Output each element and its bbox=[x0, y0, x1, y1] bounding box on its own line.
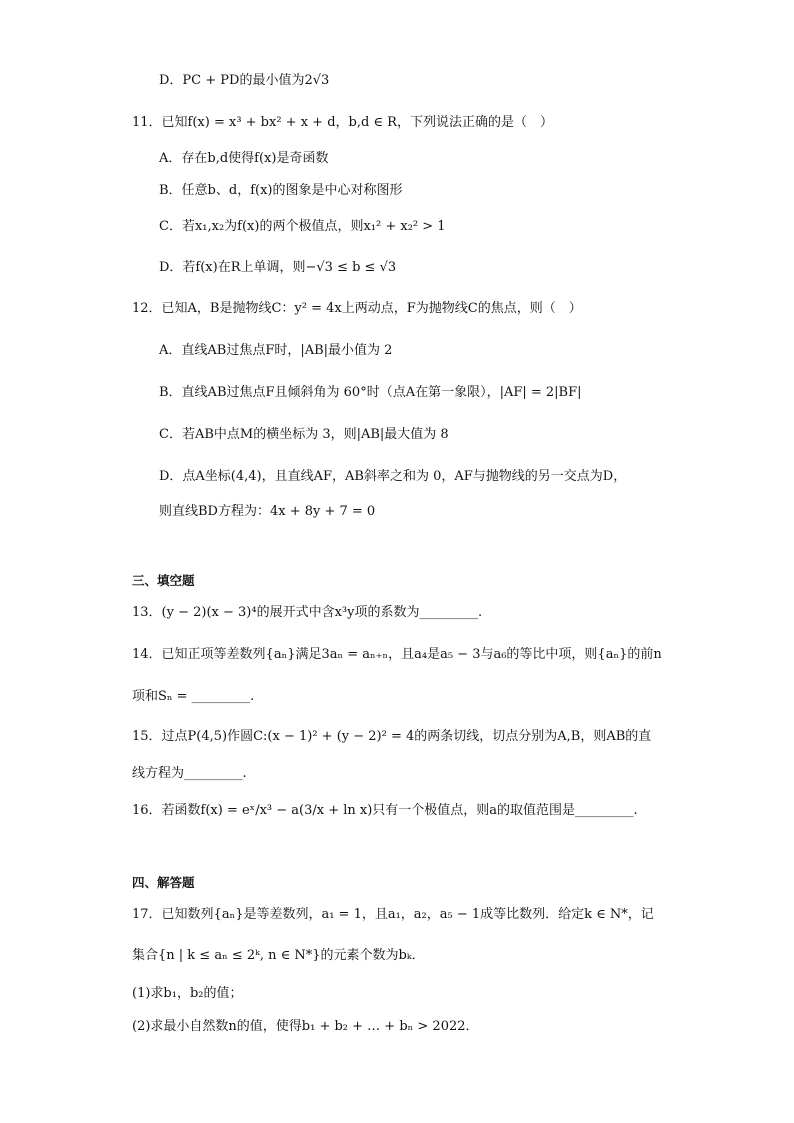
section-heading-fill-in: 三、填空题 bbox=[132, 573, 195, 588]
question-12-stem: 12．已知A，B是抛物线C：y² = 4x上两动点，F为抛物线C的焦点，则（ ） bbox=[132, 301, 582, 316]
q12-option-d-continued: 则直线BD方程为：4x + 8y + 7 = 0 bbox=[159, 504, 376, 519]
section-heading-solutions: 四、解答题 bbox=[132, 875, 195, 890]
q12-option-b: B．直线AB过焦点F且倾斜角为 60°时（点A在第一象限），|AF| = 2|BF| bbox=[159, 385, 582, 400]
question-17-part-2: (2)求最小自然数n的值，使得b₁ + b₂ + … + bₙ > 2022． bbox=[132, 1019, 479, 1034]
question-13: 13．(y − 2)(x − 3)⁴的展开式中含x³y项的系数为_________. bbox=[132, 605, 483, 620]
question-17-stem: 17．已知数列{aₙ}是等差数列，a₁ = 1，且a₁，a₂，a₅ − 1成等比数列．给定k ∈ N*，记 bbox=[132, 907, 654, 922]
q11-option-c: C．若x₁,x₂为f(x)的两个极值点，则x₁² + x₂² > 1 bbox=[159, 219, 446, 234]
question-14-continued: 项和Sₙ = _________. bbox=[132, 689, 255, 704]
question-15-continued: 线方程为_________. bbox=[132, 766, 247, 781]
question-15: 15．过点P(4,5)作圆C:(x − 1)² + (y − 2)² = 4的两条切线，切点分别为A,B，则AB的直 bbox=[132, 729, 652, 744]
q11-option-d: D．若f(x)在R上单调，则−√3 ≤ b ≤ √3 bbox=[159, 260, 397, 275]
question-17-continued: 集合{n | k ≤ aₙ ≤ 2ᵏ, n ∈ N*}的元素个数为bₖ． bbox=[132, 948, 425, 963]
q12-option-c: C．若AB中点M的横坐标为 3，则|AB|最大值为 8 bbox=[159, 427, 449, 442]
question-17-part-1: (1)求b₁，b₂的值； bbox=[132, 986, 243, 1001]
question-14: 14．已知正项等差数列{aₙ}满足3aₙ = aₙ₊ₙ，且a₄是a₅ − 3与a₆的等比中项，则{aₙ}的前n bbox=[132, 647, 662, 662]
q11-option-a: A．存在b,d使得f(x)是奇函数 bbox=[159, 151, 329, 166]
q12-option-a: A．直线AB过焦点F时，|AB|最小值为 2 bbox=[159, 343, 393, 358]
q11-option-b: B．任意b、d，f(x)的图象是中心对称图形 bbox=[159, 183, 403, 198]
q12-option-d: D．点A坐标(4,4)，且直线AF，AB斜率之和为 0，AF与抛物线的另一交点为D， bbox=[159, 469, 627, 484]
question-16: 16．若函数f(x) = eˣ/x³ − a(3/x + ln x)只有一个极值点，则a的取值范围是_________. bbox=[132, 803, 638, 818]
question-11-stem: 11．已知f(x) = x³ + bx² + x + d，b,d ∈ R，下列说法正确的是（ ） bbox=[132, 115, 553, 130]
q10-option-d: D．PC + PD的最小值为2√3 bbox=[159, 73, 330, 88]
